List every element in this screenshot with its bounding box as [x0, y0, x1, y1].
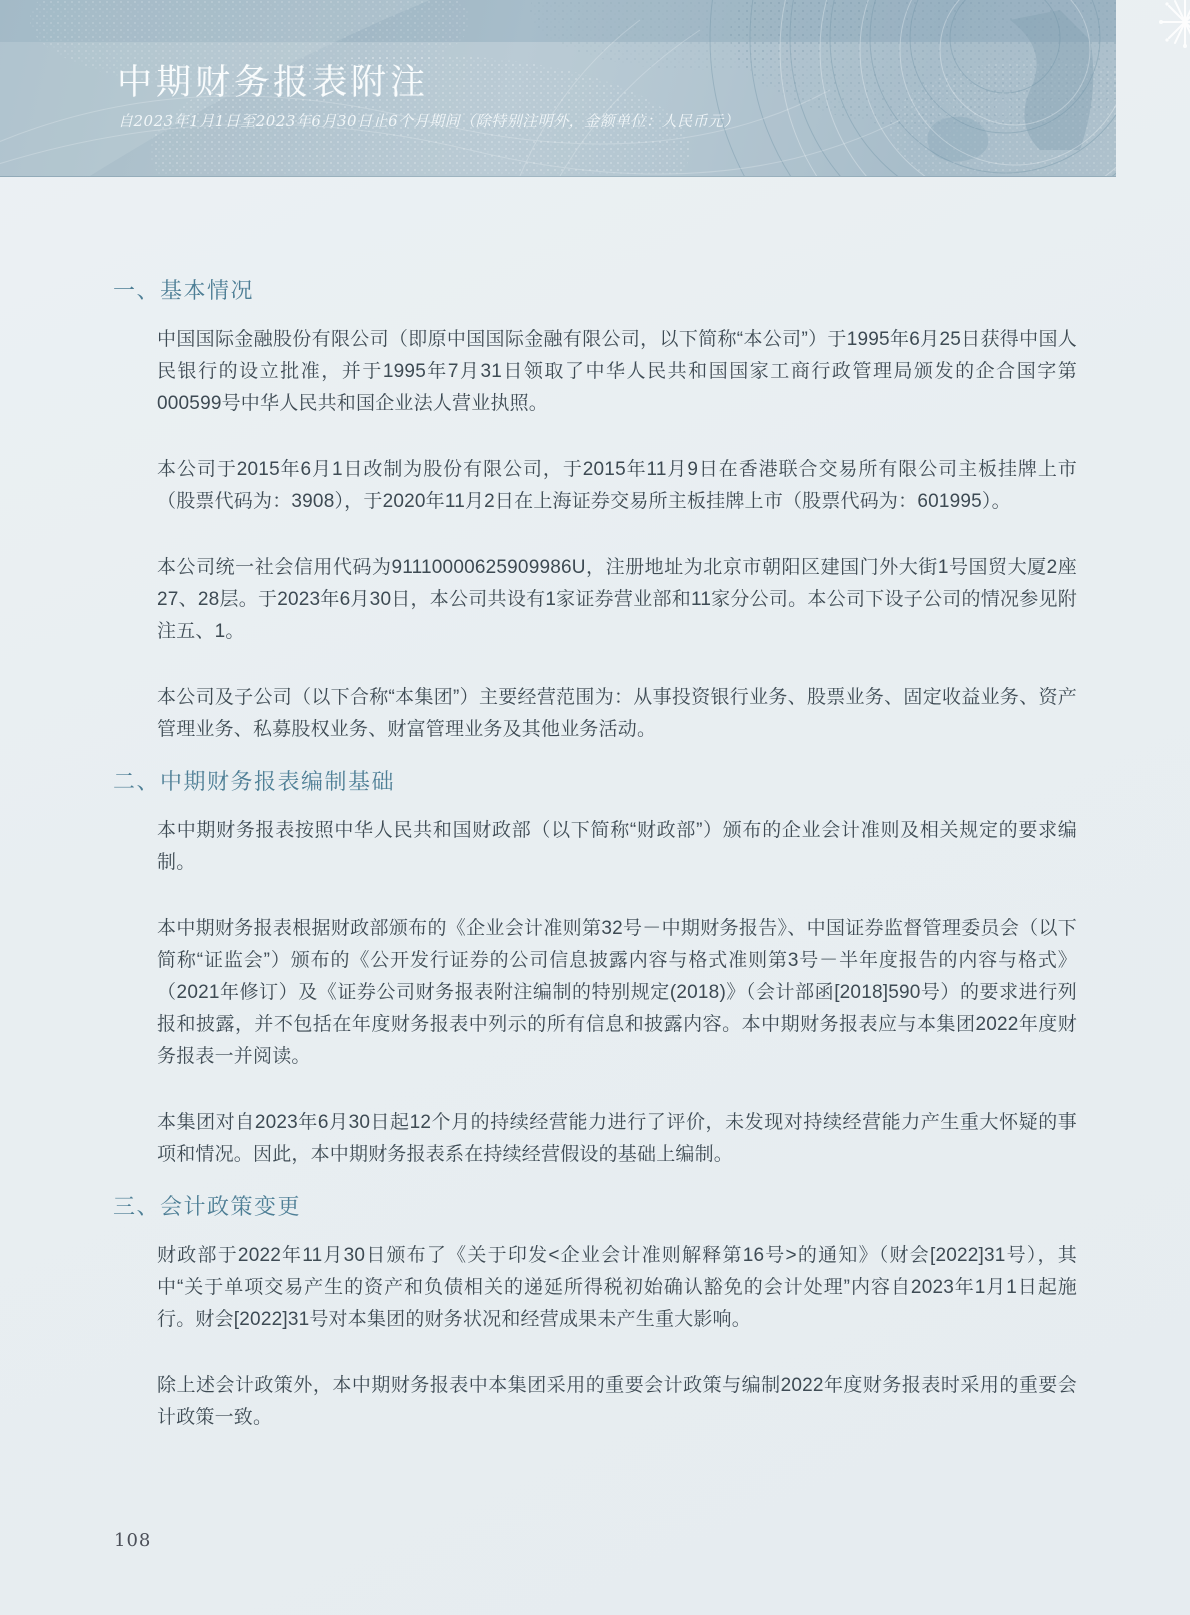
- paragraph: 本公司统一社会信用代码为91110000625909986U，注册地址为北京市朝阳区建国门外大街1号国贸大厦2座27、28层。于2023年6月30日，本公司共设有1家证券营业部和11家分公司。本公司下设子公司的情况参见附注五、1。: [157, 557, 1077, 642]
- section-heading-preparation-basis: 二、中期财务报表编制基础: [113, 769, 396, 794]
- section-heading-accounting-policy-changes: 三、会计政策变更: [113, 1194, 302, 1219]
- section-basic-information: [113, 276, 1077, 746]
- snowflake-icon: [1152, 0, 1190, 56]
- page-number: 108: [114, 1530, 152, 1551]
- paragraph: 本中期财务报表按照中华人民共和国财政部（以下简称“财政部”）颁布的企业会计准则及相关规定的要求编制。: [157, 820, 1077, 873]
- paragraph: 财政部于2022年11月30日颁布了《关于印发<企业会计准则解释第16号>的通知》（财会[2022]31号），其中“关于单项交易产生的资产和负债相关的递延所得税初始确认豁免的会计处理”内容自2023年1月1日起施行。财会[2022]31号对本集团的财务状况和经营成果未产生重大影响。: [157, 1245, 1077, 1330]
- section-heading-basic-information: 一、基本情况: [113, 278, 255, 303]
- page-subtitle: 自2023年1月1日至2023年6月30日止6个月期间（除特别注明外，金额单位：人民币元）: [118, 112, 740, 130]
- page-title: 中期财务报表附注: [117, 63, 430, 103]
- page-header-banner: [0, 0, 1116, 177]
- paragraph: 本公司于2015年6月1日改制为股份有限公司，于2015年11月9日在香港联合交易所有限公司主板挂牌上市（股票代码为：3908），于2020年11月2日在上海证券交易所主板挂牌上市（股票代码为：601995）。: [157, 459, 1077, 512]
- paragraph: 本公司及子公司（以下合称“本集团”）主要经营范围为：从事投资银行业务、股票业务、固定收益业务、资产管理业务、私募股权业务、财富管理业务及其他业务活动。: [157, 687, 1077, 740]
- paragraph: 中国国际金融股份有限公司（即原中国国际金融有限公司，以下简称“本公司”）于1995年6月25日获得中国人民银行的设立批准，并于1995年7月31日领取了中华人民共和国国家工商行政管理局颁发的企合国字第000599号中华人民共和国企业法人营业执照。: [157, 329, 1077, 414]
- section-accounting-policy-changes: [113, 1192, 1077, 1434]
- notes-content: [113, 276, 1077, 1468]
- paragraph: 除上述会计政策外，本中期财务报表中本集团采用的重要会计政策与编制2022年度财务报表时采用的重要会计政策一致。: [157, 1375, 1077, 1428]
- section-preparation-basis: [113, 767, 1077, 1171]
- paragraph: 本集团对自2023年6月30日起12个月的持续经营能力进行了评价，未发现对持续经营能力产生重大怀疑的事项和情况。因此，本中期财务报表系在持续经营假设的基础上编制。: [157, 1112, 1077, 1165]
- paragraph: 本中期财务报表根据财政部颁布的《企业会计准则第32号－中期财务报告》、中国证券监督管理委员会（以下简称“证监会”）颁布的《公开发行证券的公司信息披露内容与格式准则第3号－半年度报告的内容与格式》（2021年修订）及《证券公司财务报表附注编制的特别规定(2018)》（会计部函[2018]590号）的要求进行列报和披露，并不包括在年度财务报表中列示的所有信息和披露内容。本中期财务报表应与本集团2022年度财务报表一并阅读。: [157, 918, 1077, 1067]
